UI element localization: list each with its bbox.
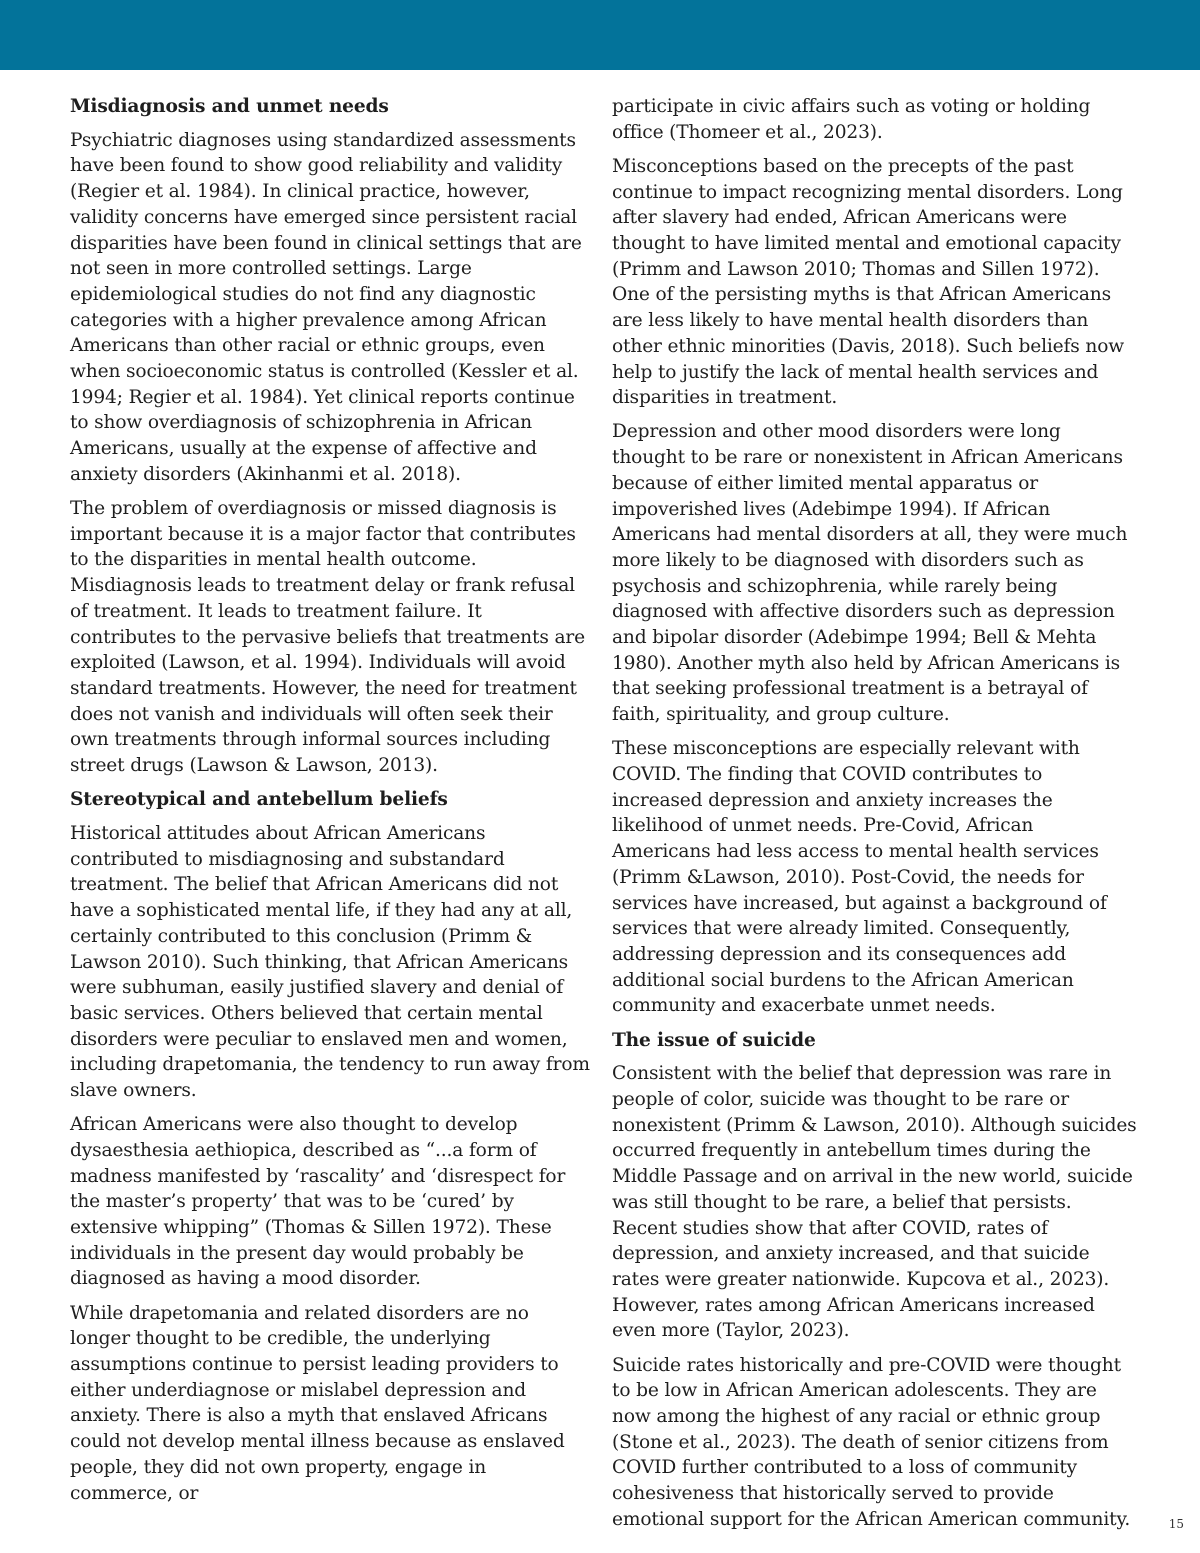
header-band <box>0 0 1200 70</box>
paragraph: Misconceptions based on the precepts of the past continue to impact recognizing mental disorders. Long after slavery had ended, African Americans were thought to have limited mental and emotional capacity (Primm and Lawson 2010; Thomas and Sillen 1972). One of the persisting myths is that African Americans are less likely to have mental health disorders than other ethnic minorities (Davis, 2018). Such beliefs now help to justify the lack of mental health services and disparities in treatment. <box>612 155 1125 409</box>
paragraph: participate in civic affairs such as voting or holding office (Thomeer et al., 2023). <box>612 96 1091 143</box>
page-number: 15 <box>1168 1517 1184 1531</box>
paragraph: Psychiatric diagnoses using standardized assessments have been found to show good reliability and validity (Regier et al. 1984). In clinical practice, however, validity concerns have emerged since persistent racial disparities have been found in clinical settings that are not seen in more controlled settings. Large epidemiological studies do not find any diagnostic categories with a higher prevalence among African Americans than other racial or ethnic groups, even when socioeconomic status is controlled (Kessler et al. 1994; Regier et al. 1984). Yet clinical reports continue to show overdiagnosis of schizophrenia in African Americans, usually at the expense of affective and anxiety disorders (Akinhanmi et al. 2018). <box>70 129 582 485</box>
paragraph: The problem of overdiagnosis or missed diagnosis is important because it is a major factor that contributes to the disparities in mental health outcome. Misdiagnosis leads to treatment delay or frank refusal of treatment. It leads to treatment failure. It contributes to the pervasive beliefs that treatments are exploited (Lawson, et al. 1994). Individuals will avoid standard treatments. However, the need for treatment does not vanish and individuals will often seek their own treatments through informal sources including street drugs (Lawson & Lawson, 2013). <box>70 498 586 777</box>
paragraph: Consistent with the belief that depression was rare in people of color, suicide was thought to be rare or nonexistent (Primm & Lawson, 2010). Although suicides occurred frequently in antebellum times during the Middle Passage and on arrival in the new world, suicide was still thought to be rare, a belief that persists. Recent studies show that after COVID, rates of depression, and anxiety increased, and that suicide rates were greater nationwide. Kupcova et al., 2023). However, rates among African Americans increased even more (Taylor, 2023). <box>612 1063 1137 1342</box>
paragraph: Historical attitudes about African Americans contributed to misdiagnosing and substandard treatment. The belief that African Americans did not have a sophisticated mental life, if they had any at all, certainly contributed to this conclusion (Primm & Lawson 2010). Such thinking, that African Americans were subhuman, easily justified slavery and denial of basic services. Others believed that certain mental disorders were peculiar to enslaved men and women, including drapetomania, the tendency to run away from slave owners. <box>70 822 590 1102</box>
right-column <box>612 94 1137 1541</box>
paragraph: Depression and other mood disorders were long thought to be rare or nonexistent in African Americans because of either limited mental apparatus or impoverished lives (Adebimpe 1994). If African Americans had mental disorders at all, they were much more likely to be diagnosed with disorders such as psychosis and schizophrenia, while rarely being diagnosed with affective disorders such as depression and bipolar disorder (Adebimpe 1994; Bell & Mehta 1980). Another myth also held by African Americans is that seeking professional treatment is a betrayal of faith, spirituality, and group culture. <box>612 421 1128 726</box>
paragraph: These misconceptions are especially relevant with COVID. The finding that COVID contributes to increased depression and anxiety increases the likelihood of unmet needs. Pre-Covid, African Americans had less access to mental health services (Primm &Lawson, 2010). Post-Covid, the needs for services have increased, but against a background of services that were already limited. Consequently, addressing depression and its consequences add additional social burdens to the African American community and exacerbate unmet needs. <box>612 738 1107 1017</box>
section-heading-stereotypical: Stereotypical and antebellum beliefs <box>70 789 448 811</box>
paragraph: While drapetomania and related disorders are no longer thought to be credible, the underlying assumptions continue to persist leading providers to either underdiagnose or mislabel depression and anxiety. There is also a myth that enslaved Africans could not develop mental illness because as enslaved people, they did not own property, engage in commerce, or <box>70 1302 565 1504</box>
paragraph: Suicide rates historically and pre-COVID were thought to be low in African American adolescents. They are now among the highest of any racial or ethnic group (Stone et al., 2023). The death of senior citizens from COVID further contributed to a loss of community cohesiveness that historically served to provide emotional support for the African American community. <box>612 1354 1131 1530</box>
section-heading-misdiagnosis: Misdiagnosis and unmet needs <box>70 96 389 117</box>
paragraph: African Americans were also thought to develop dysaesthesia aethiopica, described as “...a form of madness manifested by ‘rascality’ and ‘disrespect for the master’s property’ that was to be ‘cured’ by extensive whipping” (Thomas & Sillen 1972). These individuals in the present day would probably be diagnosed as having a mood disorder. <box>70 1114 566 1290</box>
left-column <box>70 94 592 1515</box>
section-heading-suicide: The issue of suicide <box>612 1029 816 1051</box>
